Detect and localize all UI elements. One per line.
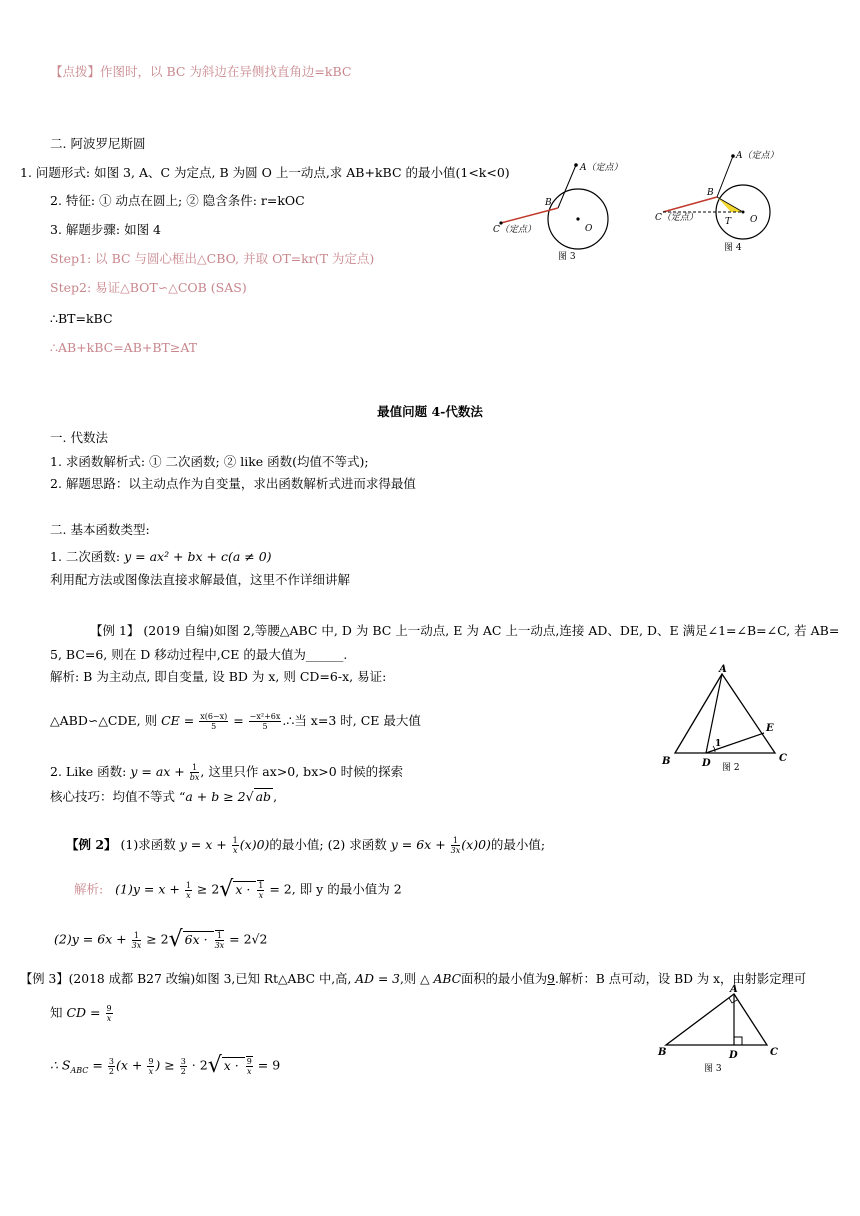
example3-area: ∴ $S_{ABC}$ = $\frac{3}{2}$ (x + $\frac{9}{x}$ ) ≥ $\frac{3}{2}$ · 2√ x · $\frac{9}{x}$ = 9 bbox=[50, 1053, 281, 1078]
example1-similar: △ABD∽△CDE, 则 CE = $\frac{x(6-x)}{5}$ = $\frac{\text{−x²+6x}}{5}$ .∴当 x=3 时, CE 最大值 bbox=[50, 712, 421, 731]
fig2-label-d: D bbox=[702, 758, 711, 769]
example3-line1: 【例 3】(2018 成都 B27 改编)如图 3,已知 Rt△ABC 中,高, AD = 3,则 △ ABC面积的最小值为9.解析：B 点可动，设 BD 为 x，由射影定理可 bbox=[20, 972, 807, 986]
fig2-label-b: B bbox=[662, 756, 671, 767]
hint-line: 【点拨】作图时，以 BC 为斜边在异侧找直角边=kBC bbox=[50, 64, 352, 79]
fig4-label-a: A（定点） bbox=[736, 151, 779, 161]
example1-line1: 【例 1】 (2019 自编)如图 2,等腰△ABC 中, D 为 BC 上一动点, E 为 AC 上一动点,连接 AD、DE, D、E 满足∠1=∠B=∠C, 若 AB= bbox=[90, 623, 840, 638]
quadratic-desc: 利用配方法或图像法直接求解最值，这里不作详细讲解 bbox=[50, 572, 351, 587]
therefore-bt: ∴BT=kBC bbox=[50, 311, 113, 326]
figure-3-circle bbox=[490, 152, 620, 264]
algebra-point-2: 2. 解题思路：以主动点作为自变量，求出函数解析式进而求得最值 bbox=[50, 476, 416, 491]
like-function-line: 2. Like 函数: y = ax + $\frac{1}{bx}$ , 这里只作 ax>0, bx>0 时候的探索 bbox=[50, 763, 404, 782]
fig4-label-o: O bbox=[750, 215, 758, 225]
fig3-label-o: O bbox=[585, 224, 593, 234]
fig4-label-c: C（定点） bbox=[655, 213, 698, 223]
example2-analysis-1: 解析: (1)y = x + $\frac{1}{x}$ ≥ 2√ x · $\frac{1}{x}$ = 2, 即 y 的最小值为 2 bbox=[74, 877, 402, 902]
therefore-at: ∴AB+kBC=AB+BT≥AT bbox=[50, 340, 198, 355]
section-title-apollonius: 二. 阿波罗尼斯圆 bbox=[50, 136, 146, 151]
steps-title: 3. 解题步骤: 如图 4 bbox=[50, 222, 162, 237]
quadratic-line: 1. 二次函数: y = ax² + bx + c(a ≠ 0) bbox=[50, 549, 272, 564]
core-technique: 核心技巧：均值不等式 “a + b ≥ 2√ ab , bbox=[50, 789, 278, 804]
fig2-caption: 图 2 bbox=[722, 763, 740, 773]
fig3b-label-c: C bbox=[770, 1047, 778, 1058]
figure-4-circle bbox=[652, 142, 784, 257]
problem-form: 1. 问题形式: 如图 3, A、C 为定点, B 为圆 O 上一动点,求 AB+kBC 的最小值(1<k<0) bbox=[20, 165, 510, 180]
fig3b-caption: 图 3 bbox=[704, 1064, 722, 1074]
feature-line: 2. 特征: ① 动点在圆上; ② 隐含条件: r=kOC bbox=[50, 193, 305, 208]
example3-line2: 知 CD = $\frac{9}{x}$ bbox=[50, 1004, 112, 1023]
fig4-label-t: T bbox=[725, 217, 732, 227]
fig2-label-c: C bbox=[779, 753, 787, 764]
fig3-caption: 图 3 bbox=[558, 252, 576, 262]
example1-line2: 5, BC=6, 则在 D 移动过程中,CE 的最大值为______. bbox=[50, 647, 348, 662]
fig3-label-c: C（定点） bbox=[493, 225, 536, 235]
step1: Step1: 以 BC 与圆心框出△CBO, 并取 OT=kr(T 为定点) bbox=[50, 251, 375, 266]
fig2-angle-1: 1 bbox=[715, 739, 722, 749]
example2-question: 【例 2】 (1)求函数 y = x + $\frac{1}{x}$ (x)0)的最小值; (2) 求函数 y = 6x + $\frac{1}{3x}$ (x)0)的最小值; bbox=[66, 836, 546, 855]
figure-3-right-triangle bbox=[654, 982, 784, 1074]
example1-analysis: 解析: B 为主动点, 即自变量, 设 BD 为 x, 则 CD=6-x, 易证: bbox=[50, 669, 387, 684]
fig4-label-b: B bbox=[707, 188, 714, 198]
example2-analysis-2: (2)y = 6x + $\frac{1}{3x}$ ≥ 2√ 6x · $\frac{1}{3x}$ = 2√2 bbox=[54, 927, 268, 952]
fig3b-label-d: D bbox=[729, 1050, 738, 1061]
fig3-label-b: B bbox=[545, 198, 552, 208]
step2: Step2: 易证△BOT∽△COB (SAS) bbox=[50, 280, 247, 295]
types-head: 二. 基本函数类型: bbox=[50, 522, 150, 537]
algebra-point-1: 1. 求函数解析式: ① 二次函数; ② like 函数(均值不等式); bbox=[50, 454, 369, 469]
figure-2-triangle bbox=[656, 660, 796, 775]
fig3-label-a: A（定点） bbox=[580, 163, 620, 173]
fig2-label-e: E bbox=[766, 723, 774, 734]
fig3b-label-a: A bbox=[730, 984, 738, 995]
fig4-caption: 图 4 bbox=[724, 243, 742, 253]
fig3b-label-b: B bbox=[658, 1047, 667, 1058]
algebra-head: 一. 代数法 bbox=[50, 430, 108, 445]
fig2-label-a: A bbox=[719, 664, 727, 675]
section-title-algebra: 最值问题 4-代数法 bbox=[377, 404, 483, 419]
